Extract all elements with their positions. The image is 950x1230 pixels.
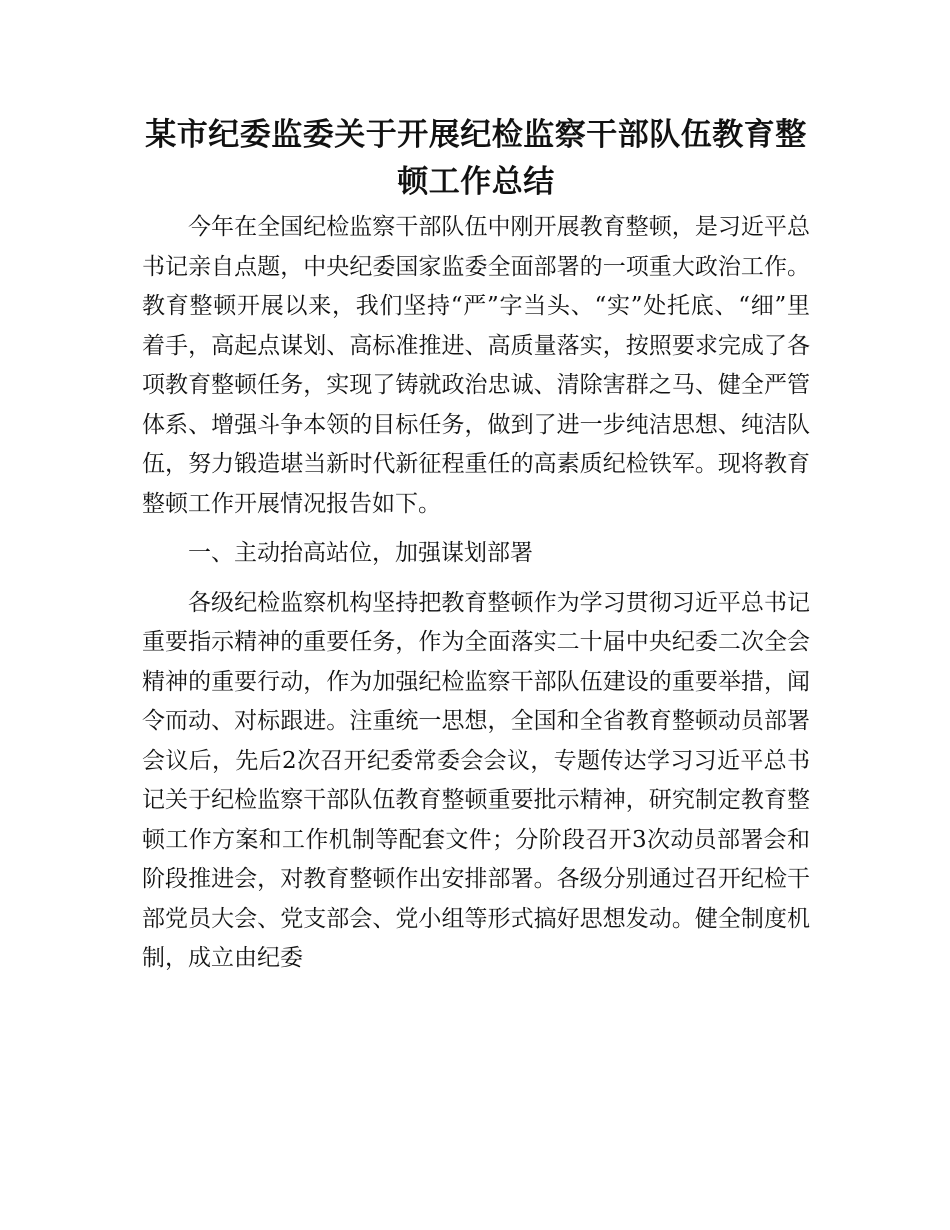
section-heading-1: 一、主动抬高站位，加强谋划部署	[188, 540, 533, 566]
paragraph-intro: 今年在全国纪检监察干部队伍中刚开展教育整顿，是习近平总书记亲自点题，中央纪委国家监委全面部署的一项重大政治工作。教育整顿开展以来，我们坚持“严”字当头、“实”处托底、“细”里着手，高起点谋划、高标准推进、高质量落实，按照要求完成了各项教育整顿任务，实现了铸就政治忠诚、清除害群之马、健全严管体系、增强斗争本领的目标任务，做到了进一步纯洁思想、纯洁队伍，努力锻造堪当新时代新征程重任的高素质纪检铁军。现将教育整顿工作开展情况报告如下。	[142, 214, 810, 517]
paragraph-section-1: 各级纪检监察机构坚持把教育整顿作为学习贯彻习近平总书记重要指示精神的重要任务，作为全面落实二十届中央纪委二次全会精神的重要行动，作为加强纪检监察干部队伍建设的重要举措，闻令而动、对标跟进。注重统一思想，全国和全省教育整顿动员部署会议后，先后2次召开纪委常委会会议，专题传达学习习近平总书记关于纪检监察干部队伍教育整顿重要批示精神，研究制定教育整顿工作方案和工作机制等配套文件；分阶段召开3次动员部署会和阶段推进会，对教育整顿作出安排部署。各级分别通过召开纪检干部党员大会、党支部会、党小组等形式搞好思想发动。健全制度机制，成立由纪委	[142, 589, 810, 971]
document-title: 某市纪委监委关于开展纪检监察干部队伍教育整顿工作总结	[145, 117, 807, 200]
document-body	[142, 112, 810, 979]
